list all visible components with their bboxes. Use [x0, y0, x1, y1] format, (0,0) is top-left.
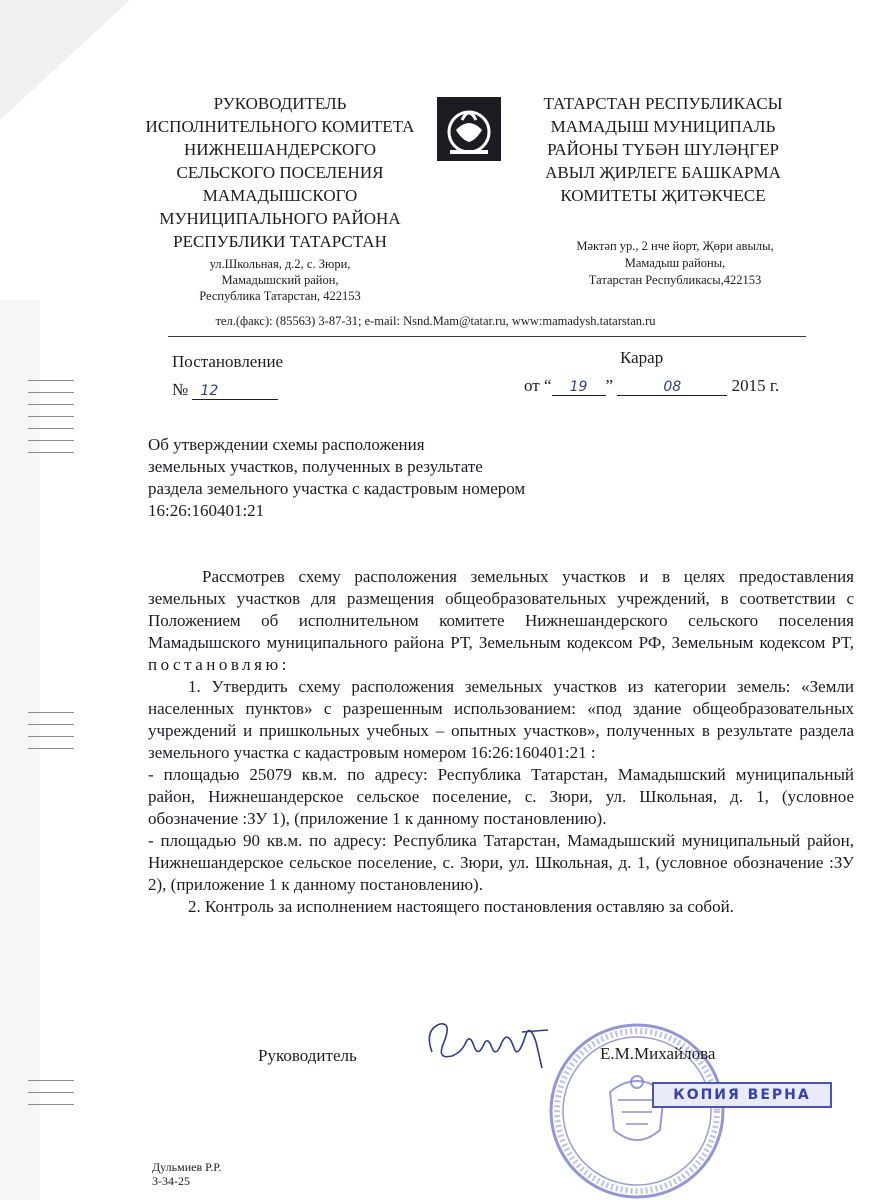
- date-day-handwritten: 19: [552, 379, 606, 396]
- date-prefix: от “: [524, 376, 552, 395]
- date-quote: ”: [605, 376, 614, 395]
- contact-line: тел.(факс): (85563) 3-87-31; e-mail: Nsnd.Mam@tatar.ru, www:mamadysh.tatarstan.ru: [215, 314, 656, 328]
- letterhead-left-line: НИЖНЕШАНДЕРСКОГО: [183, 140, 376, 159]
- letterhead-right-line: ТАТАРСТАН РЕСПУБЛИКАСЫ: [543, 94, 783, 113]
- subject-block: [148, 434, 525, 522]
- address-line: Республика Татарстан, 422153: [199, 289, 361, 303]
- scan-artifact-line: [28, 452, 74, 453]
- letterhead-right-line: РАЙОНЫ ТҮБӘН ШҮЛӘҢГЕР: [547, 140, 779, 159]
- scan-artifact-line: [28, 380, 74, 381]
- letterhead-left-line: РУКОВОДИТЕЛЬ: [213, 94, 347, 113]
- letterhead-right-line: МАМАДЫШ МУНИЦИПАЛЬ: [550, 117, 776, 136]
- address-line: Мамадыш районы,: [624, 256, 726, 270]
- address-line: Мамадышский район,: [221, 273, 339, 287]
- certified-copy-stamp: КОПИЯ ВЕРНА: [652, 1082, 832, 1108]
- date-month-handwritten: 08: [617, 379, 727, 396]
- scan-artifact-line: [28, 748, 74, 749]
- intro-text: Рассмотрев схему расположения земельных участков и в целях предоставления земельных участков для размещения общеобразовательных учреждений, в соответствии с Положением об исполнительном комитете Нижнешандерского сельского поселения Мамадышского муниципального района РТ, Земельным кодексом РФ, Земельным кодексом РТ,: [148, 567, 854, 652]
- decree-word: постановляю:: [148, 655, 290, 674]
- subject-line: земельных участков, полученных в результате: [148, 457, 483, 476]
- letterhead-right-address: [540, 238, 810, 289]
- item-1: 1. Утвердить схему расположения земельных участков из категории земель: «Земли населенных пунктов» с разрешенным использованием: «под здание общеобразовательных учреждений и пришкольных учебных – опытных участков», полученных в результате раздела земельного участка с кадастровым номером 16:26:160401:21 :: [148, 677, 854, 762]
- letterhead-left-line: МАМАДЫШСКОГО: [202, 186, 358, 205]
- letterhead-left-line: ИСПОЛНИТЕЛЬНОГО КОМИТЕТА: [145, 117, 415, 136]
- address-line: Татарстан Республикасы,422153: [588, 273, 762, 287]
- letterhead-right-line: КОМИТЕТЫ ҖИТӘКЧЕСЕ: [560, 186, 766, 205]
- scan-artifact-line: [28, 404, 74, 405]
- scan-artifact-line: [28, 416, 74, 417]
- item-1-a: - площадью 25079 кв.м. по адресу: Республика Татарстан, Мамадышский муниципальный район, Нижнешандерское сельское поселение, с. Зюри, ул. Школьная, д. 1, (условное обозначение :ЗУ 1), (приложение 1 к данному постановлению).: [148, 765, 854, 828]
- subject-line: раздела земельного участка с кадастровым номером: [148, 479, 526, 498]
- scan-artifact-line: [28, 428, 74, 429]
- doc-type-ru: Постановление: [172, 352, 284, 371]
- body-text: [148, 566, 854, 918]
- scan-artifact-line: [28, 712, 74, 713]
- scan-artifact-line: [28, 392, 74, 393]
- scan-artifact-line: [28, 1092, 74, 1093]
- header-divider: [168, 336, 806, 337]
- body-intro: [148, 566, 854, 676]
- letterhead-left-line: РЕСПУБЛИКИ ТАТАРСТАН: [173, 232, 387, 251]
- scan-artifact-line: [28, 724, 74, 725]
- number-sign: №: [172, 380, 189, 399]
- scan-artifact-line: [28, 736, 74, 737]
- address-line: ул.Школьная, д.2, с. Зюри,: [209, 257, 351, 271]
- executor-info: [152, 1160, 221, 1188]
- letterhead-left-line: СЕЛЬСКОГО ПОСЕЛЕНИЯ: [176, 163, 384, 182]
- letterhead-left-line: МУНИЦИПАЛЬНОГО РАЙОНА: [159, 209, 401, 228]
- item-2: 2. Контроль за исполнением настоящего постановления оставляю за собой.: [188, 897, 734, 916]
- subject-line: Об утверждении схемы расположения: [148, 435, 425, 454]
- letterhead-right-line: АВЫЛ ҖИРЛЕГЕ БАШКАРМА: [545, 163, 781, 182]
- address-line: Мәктәп ур., 2 нче йорт, Җөри авылы,: [576, 239, 774, 253]
- doc-number: [172, 380, 278, 400]
- handwritten-signature: [418, 1012, 558, 1082]
- scan-artifact-line: [28, 440, 74, 441]
- letterhead-left-address: [170, 256, 390, 304]
- doc-type-tt: Карар: [620, 348, 664, 367]
- scan-artifact-line: [28, 1080, 74, 1081]
- subject-line: 16:26:160401:21: [148, 501, 265, 520]
- item-1-b: - площадью 90 кв.м. по адресу: Республика Татарстан, Мамадышский муниципальный район, Нижнешандерское сельское поселение, с. Зюри, ул. Школьная, д. 1, (условное обозначение :ЗУ 2), (приложение 1 к данному постановлению).: [148, 831, 854, 894]
- number-handwritten: 12: [192, 383, 278, 400]
- letterhead-left-title: [100, 92, 460, 253]
- executor-name: Дульмиев Р.Р.: [152, 1160, 222, 1174]
- scan-artifact-strip: [0, 300, 40, 1200]
- signatory-role: Руководитель: [258, 1046, 357, 1065]
- executor-phone: 3-34-25: [152, 1174, 190, 1188]
- scan-artifact-line: [28, 1104, 74, 1105]
- doc-date: [524, 376, 779, 396]
- date-year: 2015 г.: [731, 376, 780, 395]
- tatarstan-emblem-icon: [436, 96, 502, 162]
- letterhead-right-title: [508, 92, 818, 207]
- signatory-name: Е.М.Михайлова: [600, 1044, 716, 1063]
